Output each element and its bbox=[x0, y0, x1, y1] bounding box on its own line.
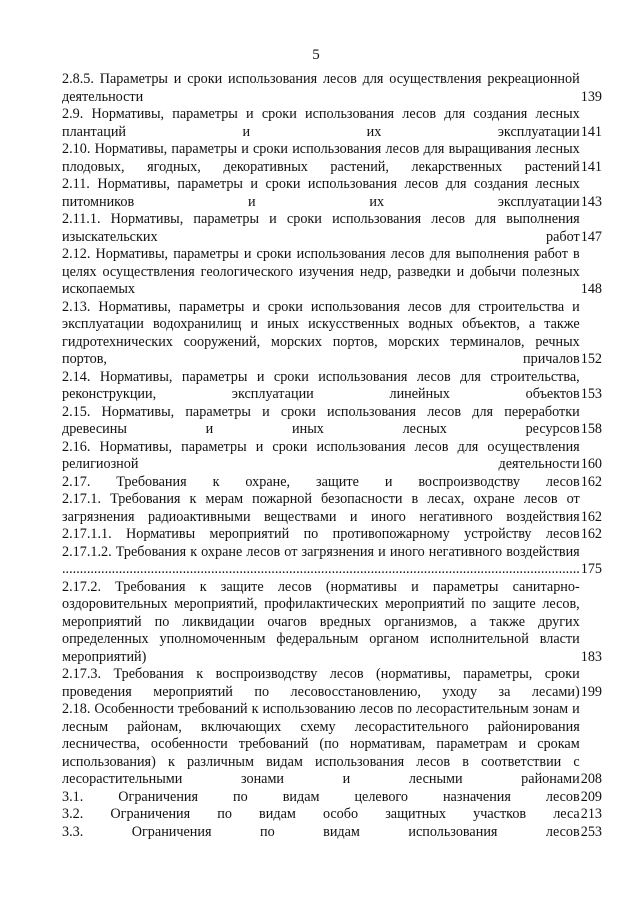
toc-entry[interactable] bbox=[62, 701, 602, 789]
table-of-contents bbox=[62, 71, 602, 841]
toc-entry-page: 175 bbox=[580, 561, 602, 577]
toc-entry-title: 2.17.3. Требования к воспроизводству лесов (нормативы, параметры, сроки проведения мероприятий по лесовосстановлению, уходу за лесами) ..... bbox=[62, 666, 580, 701]
toc-entry-title: 2.15. Нормативы, параметры и сроки использования лесов для переработки древесины и иных лесных ресурсов ..... bbox=[62, 404, 580, 439]
toc-entry-page: 158 bbox=[580, 421, 602, 437]
toc-entry-title: 2.10. Нормативы, параметры и сроки использования лесов для выращивания лесных плодовых, ягодных, декоративных растений, лекарственных растений ..... bbox=[62, 141, 580, 176]
toc-entry-title: 2.13. Нормативы, параметры и сроки использования лесов для строительства и эксплуатации водохранилищ и иных искусственных водных объектов, а также гидротехнических сооружений, морских портов, морских терминалов, речных портов, причалов ..... bbox=[62, 299, 580, 369]
toc-entry[interactable] bbox=[62, 526, 602, 544]
toc-entry-title: 2.17.1.1. Нормативы мероприятий по противопожарному устройству лесов ..... bbox=[62, 526, 580, 544]
toc-entry-page: 143 bbox=[580, 193, 602, 210]
toc-entry[interactable] bbox=[62, 404, 602, 439]
toc-entry-page: 139 bbox=[580, 88, 602, 105]
toc-entry-page: 162 bbox=[580, 473, 602, 490]
toc-entry-title: 2.17.1. Требования к мерам пожарной безопасности в лесах, охране лесов от загрязнения радиоактивными веществами и иного негативного воздействия ..... bbox=[62, 491, 580, 526]
toc-entry[interactable] bbox=[62, 806, 602, 824]
toc-entry[interactable] bbox=[62, 369, 602, 404]
toc-entry-title: 2.17. Требования к охране, защите и воспроизводству лесов ..... bbox=[62, 474, 580, 492]
toc-entry[interactable] bbox=[62, 211, 602, 246]
toc-entry-page: 208 bbox=[580, 771, 602, 787]
toc-entry-title: 2.14. Нормативы, параметры и сроки использования лесов для строительства, реконструкции, эксплуатации линейных объектов ..... bbox=[62, 369, 580, 404]
toc-entry-title: 2.11.1. Нормативы, параметры и сроки использования лесов для выполнения изыскательских работ ..... bbox=[62, 211, 580, 246]
toc-entry-page: 148 bbox=[580, 281, 602, 297]
toc-entry-page: 253 bbox=[580, 823, 602, 840]
toc-entry-page: 183 bbox=[580, 648, 602, 665]
toc-entry-page: 160 bbox=[580, 456, 602, 472]
page-number: 5 bbox=[312, 47, 320, 63]
toc-entry-page: 209 bbox=[580, 788, 602, 805]
toc-entry-page: 162 bbox=[580, 508, 602, 525]
toc-entry-title: 3.2. Ограничения по видам особо защитных участков леса ..... bbox=[62, 806, 580, 824]
toc-entry-title: 3.1. Ограничения по видам целевого назначения лесов ..... bbox=[62, 789, 580, 807]
toc-entry[interactable] bbox=[62, 789, 602, 807]
toc-entry-page: 162 bbox=[580, 526, 602, 542]
toc-entry-title: 3.3. Ограничения по видам использования лесов ..... bbox=[62, 824, 580, 842]
toc-entry[interactable] bbox=[62, 579, 602, 667]
toc-entry[interactable] bbox=[62, 491, 602, 526]
toc-entry-title: 2.18. Особенности требований к использованию лесов по лесорастительным зонам и лесным районам, включающих схему лесорастительного районирования лесничества, особенности требований (по нормативам, параметрам и срокам использования) к различным видам использования лесов в соответствии с лесорастительными зонами и лесными районами ..... bbox=[62, 701, 580, 789]
toc-entry[interactable] bbox=[62, 544, 602, 579]
toc-entry-title: 2.8.5. Параметры и сроки использования лесов для осуществления рекреационной деятельности ..... bbox=[62, 71, 580, 106]
toc-entry-title: 2.12. Нормативы, параметры и сроки использования лесов для выполнения работ в целях осуществления геологического изучения недр, разведки и добычи полезных ископаемых ..... bbox=[62, 246, 580, 299]
toc-entry[interactable] bbox=[62, 474, 602, 492]
toc-entry-title: 2.17.1.2. Требования к охране лесов от загрязнения и иного негативного воздействия ..... bbox=[62, 544, 580, 579]
toc-entry[interactable] bbox=[62, 141, 602, 176]
toc-entry[interactable] bbox=[62, 666, 602, 701]
toc-entry[interactable] bbox=[62, 176, 602, 211]
toc-entry[interactable] bbox=[62, 106, 602, 141]
toc-entry-page: 153 bbox=[580, 386, 602, 402]
toc-entry-title: 2.17.2. Требования к защите лесов (нормативы и параметры санитарно-оздоровительных мероприятий, профилактических мероприятий по защите лесов, мероприятий по ликвидации очагов вредных организмов, а также других определенных уполномоченным федеральным органом исполнительной власти мероприятий) ..... bbox=[62, 579, 580, 667]
toc-entry-title: 2.9. Нормативы, параметры и сроки использования лесов для создания лесных плантаций и их эксплуатации ..... bbox=[62, 106, 580, 141]
toc-entry-page: 199 bbox=[580, 683, 602, 700]
toc-entry[interactable] bbox=[62, 439, 602, 474]
toc-entry-page: 141 bbox=[580, 158, 602, 175]
toc-entry[interactable] bbox=[62, 246, 602, 299]
toc-entry-page: 147 bbox=[580, 228, 602, 245]
toc-entry[interactable] bbox=[62, 71, 602, 106]
toc-entry-page: 141 bbox=[580, 123, 602, 140]
toc-entry-page: 213 bbox=[580, 806, 602, 822]
toc-entry[interactable] bbox=[62, 824, 602, 842]
toc-entry-page: 152 bbox=[580, 351, 602, 367]
toc-entry-title: 2.11. Нормативы, параметры и сроки использования лесов для создания лесных питомников и их эксплуатации ..... bbox=[62, 176, 580, 211]
toc-entry-title: 2.16. Нормативы, параметры и сроки использования лесов для осуществления религиозной деятельности ..... bbox=[62, 439, 580, 474]
toc-entry[interactable] bbox=[62, 299, 602, 369]
